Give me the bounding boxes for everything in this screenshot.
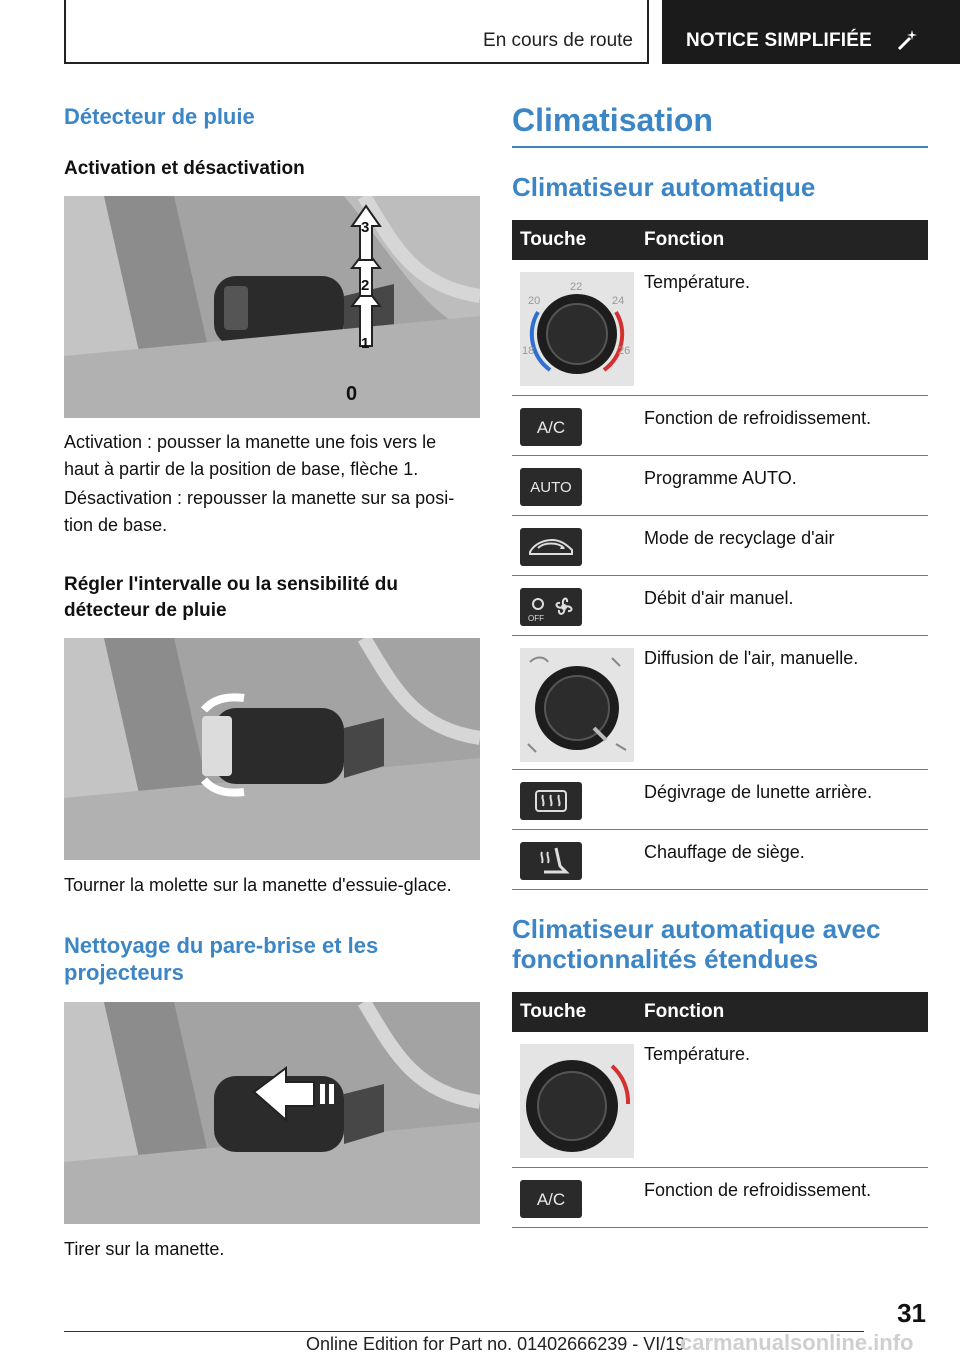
deactivation-text: Désactivation : repousser la manette sur sa posi‐tion de base. <box>64 488 455 535</box>
row-function: Mode de recyclage d'air <box>644 528 835 548</box>
stalk-photo-washer <box>64 1002 480 1224</box>
dial-18: 18 <box>522 345 535 357</box>
auto-climate-title: Climatiseur automatique <box>512 172 816 202</box>
row-function: Température. <box>644 272 751 292</box>
table-row <box>512 636 928 770</box>
ac-button-icon: A/C <box>520 408 582 446</box>
fan-button-icon <box>520 588 582 626</box>
row-function: Programme AUTO. <box>644 468 797 488</box>
dial-24: 24 <box>612 295 625 307</box>
header-chapter-label: NOTICE SIMPLIFIÉE <box>686 30 873 51</box>
table2-col-fonction: Fonction <box>644 1001 725 1022</box>
dial-26: 26 <box>618 345 631 357</box>
fan-off-label: OFF <box>528 614 544 623</box>
row-function: Dégivrage de lunette arrière. <box>644 782 873 802</box>
header-chapter-tab <box>662 0 960 64</box>
table-row <box>512 396 928 456</box>
table-row <box>512 576 928 636</box>
header-section-tab <box>64 0 649 64</box>
washer-title: Nettoyage du pare-brise et les projecteurs <box>64 933 379 985</box>
temperature-dial-icon <box>520 1044 634 1158</box>
stalk-photo-interval <box>64 638 480 860</box>
air-distribution-dial-icon <box>520 648 634 762</box>
row-function: Diffusion de l'air, manuelle. <box>644 648 859 668</box>
table-row <box>512 770 928 830</box>
footer-edition: Online Edition for Part no. 01402666239 - VI/19 <box>306 1334 686 1354</box>
row-function: Fonction de refroidissement. <box>644 408 872 428</box>
table-row <box>512 1032 928 1168</box>
extended-climate-title: Climatiseur automatique avec fonctionnalités étendues <box>512 914 881 974</box>
seat-heating-icon <box>520 842 582 880</box>
interval-heading: Régler l'intervalle ou la sensibilité du détecteur de pluie <box>64 574 398 621</box>
arrow-label-3: 3 <box>361 219 370 236</box>
dial-20: 20 <box>528 295 541 307</box>
table1-header <box>512 220 928 260</box>
ac-button-icon: A/C <box>520 1180 582 1218</box>
row-function: Température. <box>644 1044 751 1064</box>
header-section-label: En cours de route <box>483 30 633 51</box>
row-function: Débit d'air manuel. <box>644 588 794 608</box>
dial-22: 22 <box>570 281 583 293</box>
row-function: Chauffage de siège. <box>644 842 805 862</box>
rain-sensor-title: Détecteur de pluie <box>64 104 255 129</box>
activation-text: Activation : pousser la manette une fois vers le haut à partir de la position de base, flèche 1. <box>64 432 437 479</box>
table1-col-touche: Touche <box>520 229 587 250</box>
wand-icon <box>896 28 920 52</box>
pull-stalk-text: Tirer sur la manette. <box>64 1239 225 1259</box>
table1-col-fonction: Fonction <box>644 229 725 250</box>
table-row <box>512 830 928 890</box>
arrow-label-1: 1 <box>361 335 370 352</box>
arrow-label-0: 0 <box>346 383 358 405</box>
auto-button-icon: AUTO <box>520 468 582 506</box>
page-number: 31 <box>897 1298 926 1328</box>
table-row <box>512 1168 928 1228</box>
row-function: Fonction de refroidissement. <box>644 1180 872 1200</box>
title-rule <box>512 146 928 148</box>
temperature-dial-icon <box>520 272 634 386</box>
table-row <box>512 456 928 516</box>
arrow-label-2: 2 <box>361 277 370 294</box>
air-recirculation-icon <box>520 528 582 566</box>
stalk-photo-activation <box>64 196 480 418</box>
table-row <box>512 516 928 576</box>
table2-header <box>512 992 928 1032</box>
table2-col-touche: Touche <box>520 1001 587 1022</box>
rear-defrost-icon <box>520 782 582 820</box>
turn-wheel-text: Tourner la molette sur la manette d'essuie-glace. <box>64 875 452 895</box>
watermark: carmanualsonline.info <box>680 1330 914 1355</box>
activation-heading: Activation et désactivation <box>64 158 305 179</box>
table-row <box>512 260 928 396</box>
climate-title: Climatisation <box>512 102 713 138</box>
